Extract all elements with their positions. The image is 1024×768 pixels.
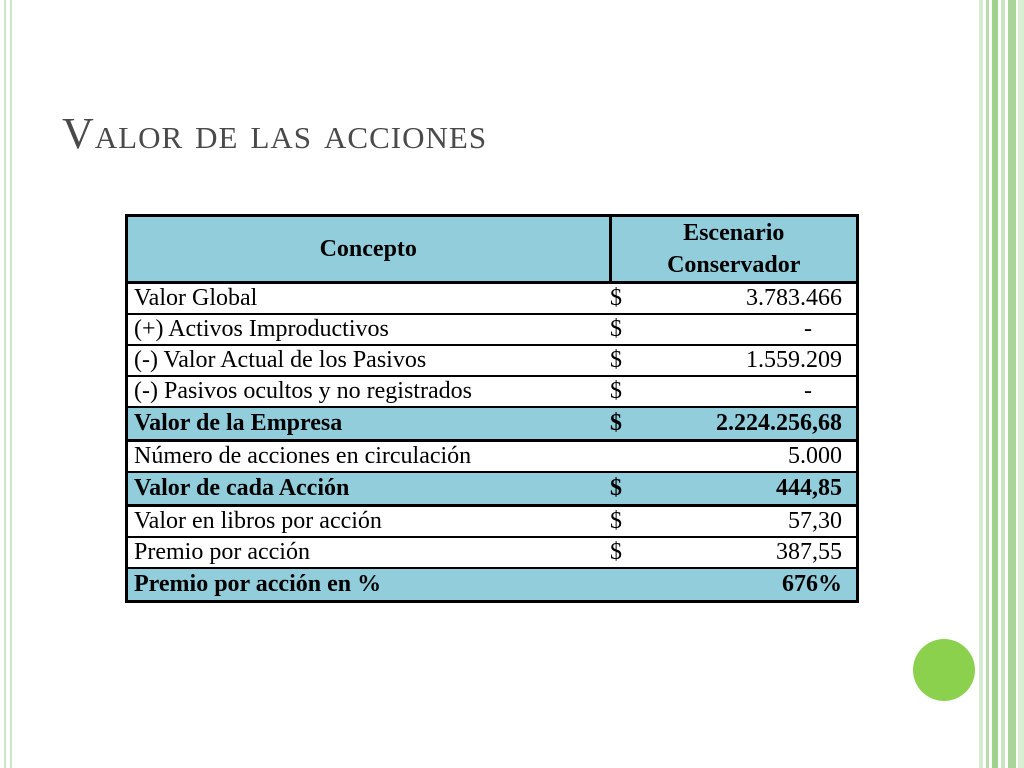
row-currency: $ bbox=[610, 472, 646, 506]
row-label: Premio por acción en % bbox=[127, 568, 611, 602]
row-value: 1.559.209 bbox=[646, 345, 858, 376]
row-currency: $ bbox=[610, 376, 646, 407]
green-circle-decoration bbox=[913, 639, 975, 701]
row-currency: $ bbox=[610, 345, 646, 376]
row-currency bbox=[610, 568, 646, 602]
header-scenario-line1: Escenario bbox=[683, 220, 785, 246]
table-row bbox=[127, 314, 858, 345]
row-currency: $ bbox=[610, 283, 646, 315]
row-label: Valor Global bbox=[127, 283, 611, 315]
row-value: - bbox=[646, 376, 858, 407]
left-decorative-border bbox=[4, 0, 12, 768]
table-row bbox=[127, 537, 858, 568]
table-row bbox=[127, 376, 858, 407]
row-label: Valor de la Empresa bbox=[127, 407, 611, 441]
share-value-table bbox=[125, 214, 859, 603]
header-scenario-line2: Conservador bbox=[667, 252, 801, 278]
row-value: 444,85 bbox=[646, 472, 858, 506]
row-value: 676% bbox=[646, 568, 858, 602]
header-concept: Concepto bbox=[127, 216, 611, 283]
table-row bbox=[127, 472, 858, 506]
row-label: (+) Activos Improductivos bbox=[127, 314, 611, 345]
row-currency bbox=[610, 441, 646, 473]
row-currency: $ bbox=[610, 537, 646, 568]
table-row bbox=[127, 441, 858, 473]
row-value: 3.783.466 bbox=[646, 283, 858, 315]
row-label: Valor en libros por acción bbox=[127, 506, 611, 538]
table-body bbox=[127, 283, 858, 602]
row-value: 2.224.256,68 bbox=[646, 407, 858, 441]
row-value: 57,30 bbox=[646, 506, 858, 538]
row-label: Valor de cada Acción bbox=[127, 472, 611, 506]
row-value: 5.000 bbox=[646, 441, 858, 473]
row-label: (-) Valor Actual de los Pasivos bbox=[127, 345, 611, 376]
row-label: Número de acciones en circulación bbox=[127, 441, 611, 473]
row-currency: $ bbox=[610, 506, 646, 538]
slide-title: Valor de las acciones bbox=[62, 109, 488, 158]
table-row bbox=[127, 283, 858, 315]
right-decorative-stripes bbox=[976, 0, 1024, 768]
row-label: Premio por acción bbox=[127, 537, 611, 568]
table-row bbox=[127, 345, 858, 376]
row-value: - bbox=[646, 314, 858, 345]
row-label: (-) Pasivos ocultos y no registrados bbox=[127, 376, 611, 407]
table-row bbox=[127, 506, 858, 538]
table-row bbox=[127, 568, 858, 602]
row-value: 387,55 bbox=[646, 537, 858, 568]
table-row bbox=[127, 407, 858, 441]
row-currency: $ bbox=[610, 407, 646, 441]
header-scenario bbox=[610, 216, 858, 283]
table-header-row bbox=[127, 216, 858, 283]
row-currency: $ bbox=[610, 314, 646, 345]
